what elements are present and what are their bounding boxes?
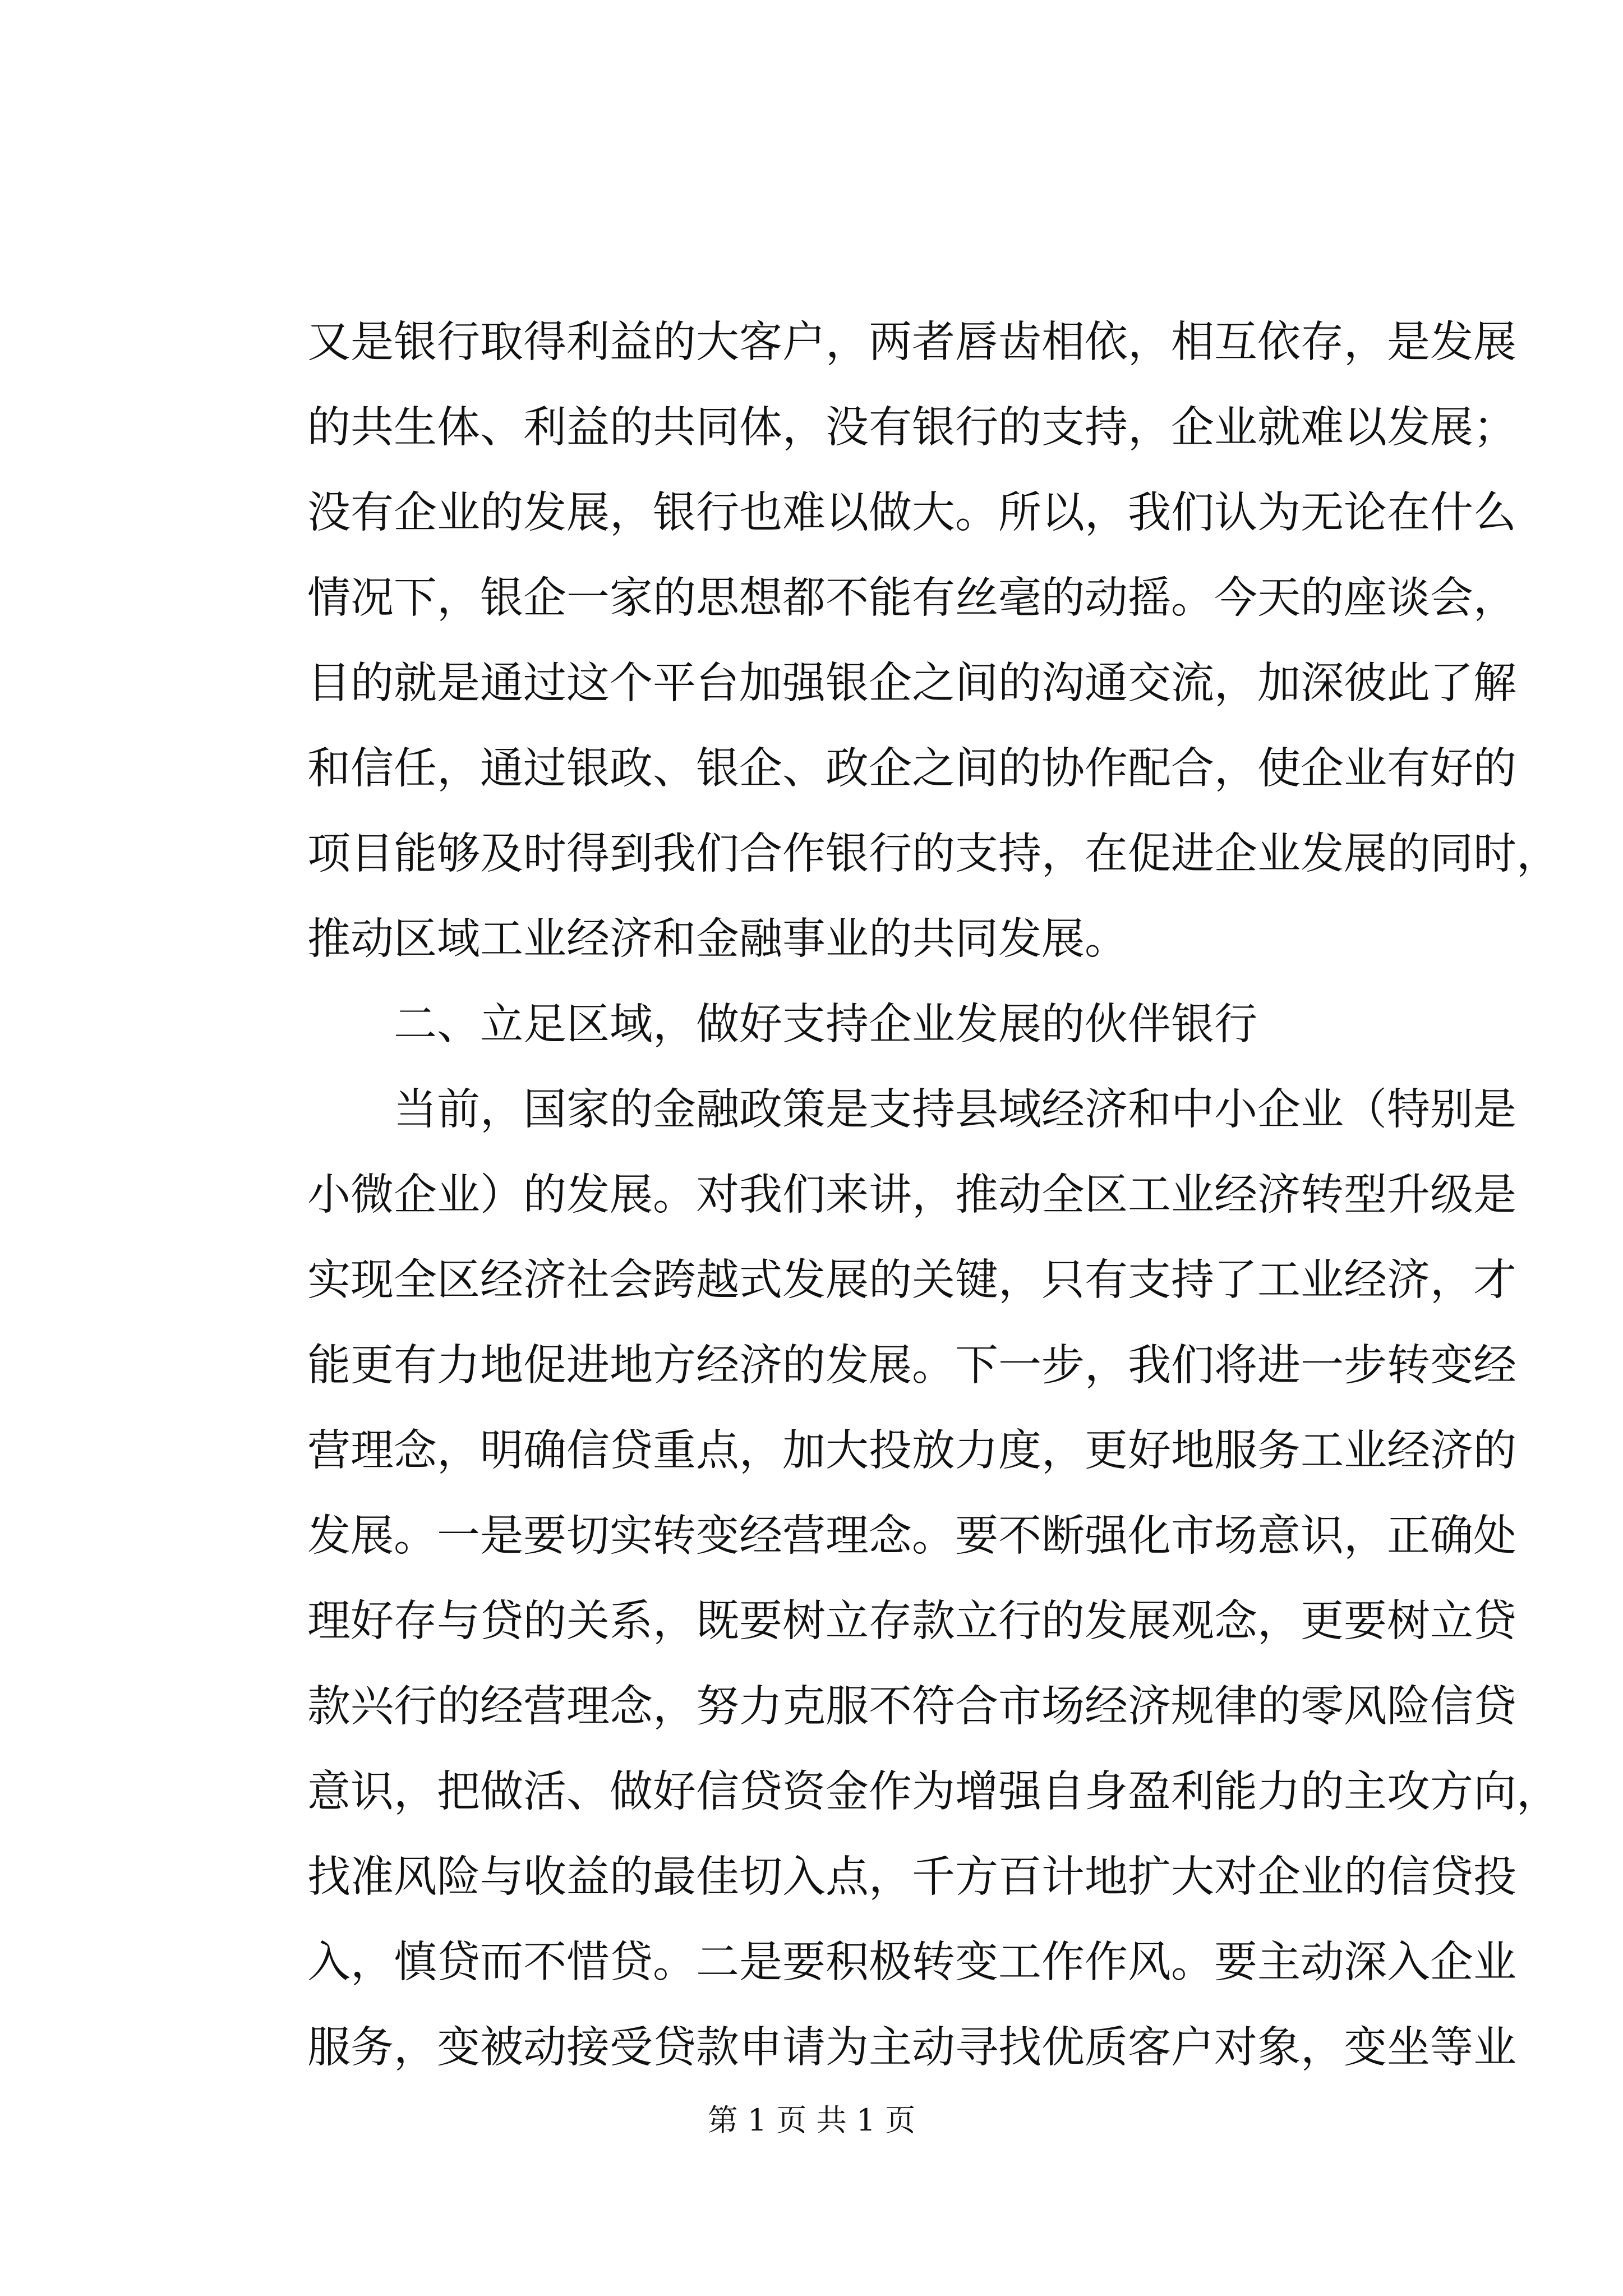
text-line: 目的就是通过这个平台加强银企之间的沟通交流，加深彼此了解: [307, 659, 1516, 708]
text-line: 找准风险与收益的最佳切入点，千方百计地扩大对企业的信贷投: [307, 1852, 1516, 1902]
text-line: 情况下，银企一家的思想都不能有丝毫的动摇。今天的座谈会，: [307, 573, 1516, 623]
text-line: 理好存与贷的关系，既要树立存款立行的发展观念，更要树立贷: [307, 1596, 1516, 1646]
text-line: 能更有力地促进地方经济的发展。下一步，我们将进一步转变经: [307, 1341, 1516, 1391]
text-line: 实现全区经济社会跨越式发展的关键，只有支持了工业经济，才: [307, 1255, 1516, 1305]
text-line: 服务，变被动接受贷款申请为主动寻找优质客户对象，变坐等业: [307, 2023, 1516, 2073]
text-line: 当前，国家的金融政策是支持县域经济和中小企业（特别是: [307, 1085, 1516, 1135]
text-line: 小微企业）的发展。对我们来讲，推动全区工业经济转型升级是: [307, 1170, 1516, 1220]
body-text: [307, 300, 1560, 2091]
text-line: 的共生体、利益的共同体，没有银行的支持，企业就难以发展；: [307, 403, 1516, 453]
text-line: 发展。一是要切实转变经营理念。要不断强化市场意识，正确处: [307, 1511, 1516, 1561]
text-line: 入，慎贷而不惜贷。二是要积极转变工作作风。要主动深入企业: [307, 1938, 1516, 1987]
page-footer: 第 1 页 共 1 页: [707, 2102, 916, 2138]
text-line: 二、立足区域，做好支持企业发展的伙伴银行: [307, 1000, 1257, 1050]
text-line: 款兴行的经营理念，努力克服不符合市场经济规律的零风险信贷: [307, 1682, 1516, 1732]
text-line: 项目能够及时得到我们合作银行的支持，在促进企业发展的同时，: [307, 829, 1560, 879]
text-line: 营理念，明确信贷重点，加大投放力度，更好地服务工业经济的: [307, 1426, 1516, 1476]
text-line: 意识，把做活、做好信贷资金作为增强自身盈利能力的主攻方向，: [307, 1767, 1560, 1817]
text-line: 没有企业的发展，银行也难以做大。所以，我们认为无论在什么: [307, 488, 1516, 538]
text-line: 又是银行取得利益的大客户，两者唇齿相依，相互依存，是发展: [307, 318, 1516, 367]
text-line: 推动区域工业经济和金融事业的共同发展。: [307, 914, 1128, 964]
text-line: 和信任，通过银政、银企、政企之间的协作配合，使企业有好的: [307, 744, 1516, 794]
